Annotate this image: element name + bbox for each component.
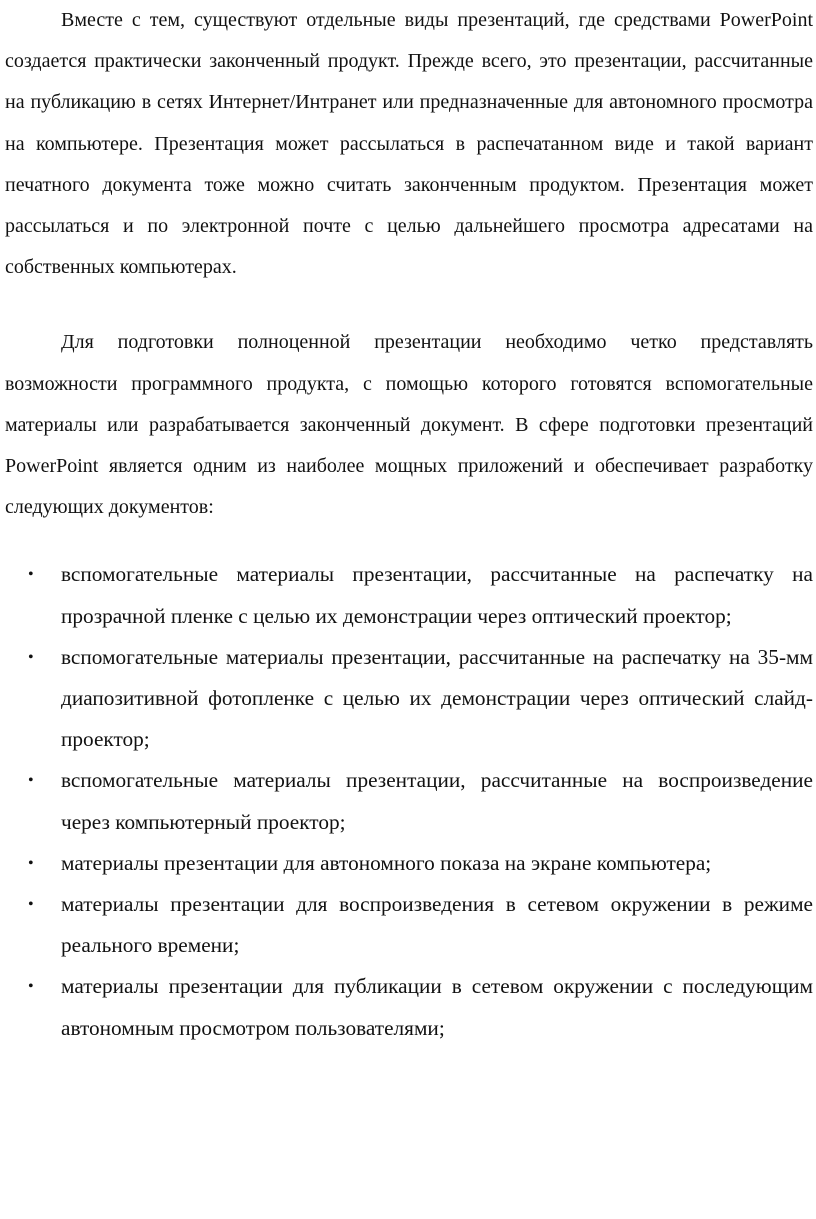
list-item-text: материалы презентации для автономного показа на экране компьютера; bbox=[61, 850, 712, 875]
list-item-text: материалы презентации для публикации в сетевом окружении с последующим автономным просмотром пользователями; bbox=[61, 974, 813, 1040]
list-item bbox=[5, 966, 813, 1048]
bullet-icon: • bbox=[28, 772, 34, 790]
bullet-icon: • bbox=[28, 896, 34, 914]
list-item bbox=[5, 637, 813, 761]
bullet-icon: • bbox=[28, 854, 34, 872]
list-item bbox=[5, 554, 813, 636]
list-item-text: материалы презентации для воспроизведения в сетевом окружении в режиме реального времени; bbox=[61, 892, 813, 958]
document-page bbox=[5, 0, 813, 1049]
bullet-icon: • bbox=[28, 978, 34, 996]
bullet-icon: • bbox=[28, 648, 34, 666]
list-item bbox=[5, 884, 813, 966]
list-item-text: вспомогательные материалы презентации, рассчитанные на воспроизведение через компьютерный проектор; bbox=[61, 768, 813, 834]
document-types-list bbox=[5, 554, 813, 1048]
list-item-text: вспомогательные материалы презентации, рассчитанные на распечатку на 35-мм диапозитивной фотопленке с целью их демонстрации через оптический слайд-проектор; bbox=[61, 644, 813, 752]
bullet-icon: • bbox=[28, 566, 34, 584]
paragraph-intro: Вместе с тем, существуют отдельные виды презентаций, где средствами PowerPoint создается практически законченный продукт. Прежде всего, это презентации, рассчитанные на публикацию в сетях Интернет/Интранет или предназначенные для автономного просмотра на компьютере. Презентация может рассылаться в распечатанном виде и такой вариант печатного документа тоже можно считать законченным продуктом. Презентация может рассылаться и по электронной почте с целью дальнейшего просмотра адресатами на собственных компьютерах. bbox=[5, 9, 813, 279]
list-item-text: вспомогательные материалы презентации, рассчитанные на распечатку на прозрачной пленке с целью их демонстрации через оптический проектор; bbox=[61, 562, 813, 628]
list-item bbox=[5, 760, 813, 842]
paragraph-preparation: Для подготовки полноценной презентации необходимо четко представлять возможности программного продукта, с помощью которого готовятся вспомогательные материалы или разрабатывается законченный документ. В сфере подготовки презентаций PowerPoint является одним из наиболее мощных приложений и обеспечивает разработку следующих документов: bbox=[5, 331, 813, 519]
list-item bbox=[5, 843, 813, 884]
